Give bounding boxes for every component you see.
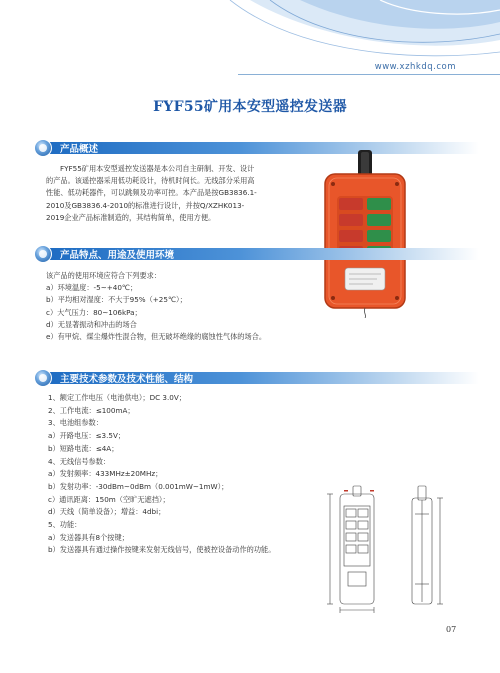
bullet-icon — [34, 369, 52, 387]
features-list — [46, 270, 286, 343]
technical-drawing — [322, 484, 472, 614]
list-item: c）通讯距离：150m（空旷无遮挡）； — [48, 494, 170, 504]
list-item: a）环境温度：-5~+40℃； — [46, 283, 138, 293]
list-item: 该产品的使用环境应符合下列要求： — [46, 271, 162, 280]
list-item: 2、工作电流：≤100mA； — [48, 405, 135, 415]
list-item: c）大气压力：80~106kPa； — [46, 307, 142, 317]
section-heading: 主要技术参数及技术性能、结构 — [60, 374, 194, 385]
list-item: d）天线（简单设备）；增益：4dbi； — [48, 507, 166, 517]
list-item: 4、无线信号参数： — [48, 456, 111, 466]
list-item: a）发射频率：433MHz±20MHz； — [48, 469, 163, 479]
bullet-icon — [34, 139, 52, 157]
params-list — [48, 392, 318, 557]
website-url: www.xzhkdq.com — [374, 62, 456, 72]
header-divider — [238, 74, 500, 75]
page-title: FYF55矿用本安型遥控发送器 — [153, 99, 347, 115]
list-item: a）开路电压：≤3.5V； — [48, 431, 126, 441]
list-item: b）短路电流：≤4A； — [48, 443, 119, 453]
list-item: 1、额定工作电压（电池供电）；DC 3.0V； — [48, 393, 186, 402]
list-item: b）平均相对湿度：不大于95%（+25℃）； — [46, 295, 187, 305]
section-heading: 产品特点、用途及使用环境 — [60, 250, 175, 261]
list-item: a）发送器具有8个按键； — [48, 532, 129, 542]
list-item: b）发送器具有通过操作按键来发射无线信号，使被控设备动作的功能。 — [48, 545, 276, 555]
list-item: b）发射功率：-30dBm~0dBm（0.001mW~1mW）； — [48, 481, 229, 491]
section-banner-features — [34, 246, 479, 262]
list-item: 5、功能： — [48, 520, 82, 530]
page-number: 07 — [446, 625, 457, 634]
overview-text: FYF55矿用本安型遥控发送器是本公司自主研制、开发、设计的产品。该遥控器采用低功耗设计，待机时间长。无线部分采用高性能、低功耗器件，可以跳频及功率可控。本产品是按GB3836.1-2010及GB3836.4-2010的标准进行设计，并按Q/XZHK013-2019企业产品标准制造的，其结构简单，使用方便。 — [46, 164, 257, 222]
bullet-icon — [34, 245, 52, 263]
section-banner-params — [34, 370, 479, 386]
list-item: 3、电池组参数： — [48, 418, 103, 428]
section-heading: 产品概述 — [60, 144, 99, 155]
list-item: e）有甲烷、煤尘爆炸性混合物，但无破坏绝缘的腐蚀性气体的场合。 — [46, 332, 267, 342]
remote-control-image — [315, 148, 415, 318]
list-item: d）无显著振动和冲击的场合 — [46, 319, 137, 329]
overview-paragraph — [46, 163, 261, 224]
